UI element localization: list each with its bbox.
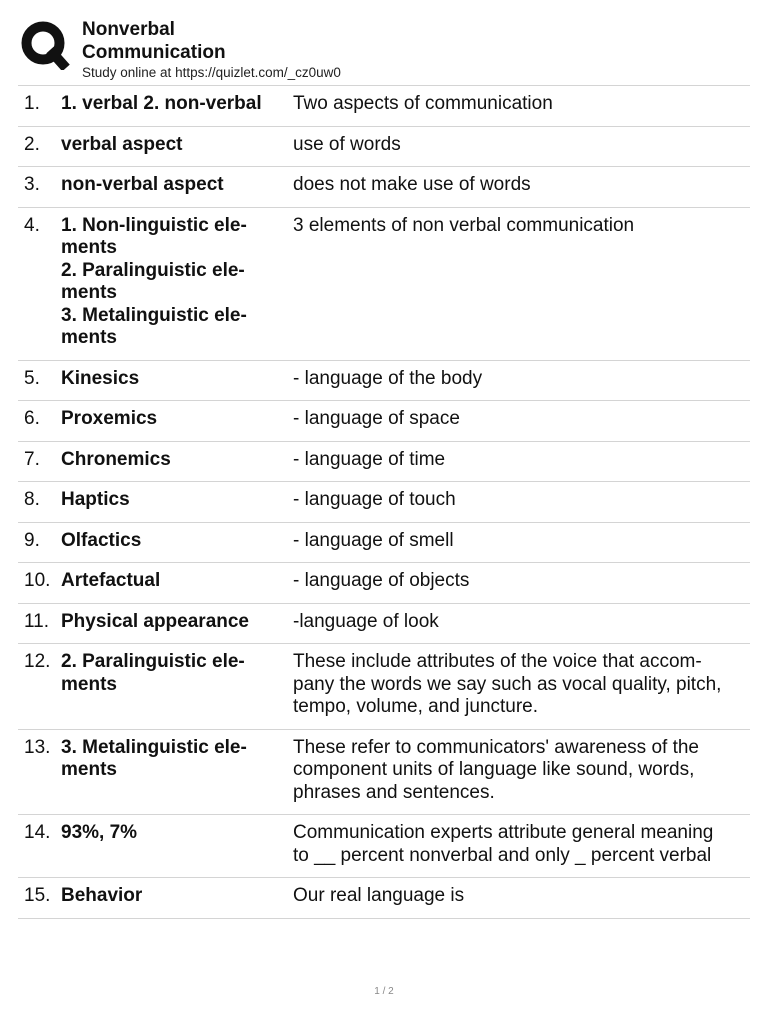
definition-line: - language of space <box>293 408 460 429</box>
term-line: Chronemics <box>61 448 171 470</box>
title-block <box>82 18 341 82</box>
term-line: ments <box>61 282 117 303</box>
card-term <box>61 134 293 157</box>
card-number: 11. <box>24 610 50 632</box>
term-line: 3. Metalinguistic ele- <box>61 304 247 326</box>
flashcard-row <box>18 86 750 127</box>
card-number: 2. <box>24 133 40 155</box>
card-number: 9. <box>24 529 40 551</box>
card-number: 3. <box>24 174 40 195</box>
definition-line: These refer to communicators' awareness of the <box>293 736 699 758</box>
document-title-line-1: Nonverbal <box>82 19 175 40</box>
card-term <box>61 93 293 116</box>
card-term <box>61 368 293 391</box>
term-line: 1. Non-linguistic ele- <box>61 214 247 236</box>
definition-line: - language of time <box>293 448 446 470</box>
card-definition <box>293 570 750 593</box>
study-online-link[interactable]: Study online at https://quizlet.com/_cz0uw0 <box>82 65 341 80</box>
flashcard-row <box>18 815 750 878</box>
card-definition <box>293 174 750 197</box>
card-term <box>61 174 293 197</box>
flashcard-list <box>18 85 750 919</box>
card-term <box>61 215 293 350</box>
card-definition <box>293 885 750 908</box>
term-line: Artefactual <box>61 570 161 591</box>
card-definition <box>293 134 750 157</box>
term-line: ments <box>61 237 117 258</box>
term-line: ments <box>61 327 117 348</box>
definition-line: Communication experts attribute general meaning <box>293 822 714 843</box>
card-definition <box>293 530 750 553</box>
definition-line: tempo, volume, and juncture. <box>293 696 539 717</box>
definition-line: Our real language is <box>293 885 465 906</box>
flashcard-row <box>18 361 750 402</box>
definition-line: does not make use of words <box>293 174 531 195</box>
card-term <box>61 489 293 512</box>
definition-line: - language of objects <box>293 570 470 591</box>
definition-line: - language of smell <box>293 529 454 551</box>
card-term <box>61 530 293 553</box>
page-indicator: 1 / 2 <box>374 986 394 997</box>
flashcard-row <box>18 563 750 604</box>
term-line: non-verbal aspect <box>61 174 224 195</box>
term-line: verbal aspect <box>61 133 183 155</box>
flashcard-row <box>18 730 750 816</box>
flashcard-row <box>18 523 750 564</box>
card-term <box>61 651 293 719</box>
document-title-line-2: Communication <box>82 42 226 63</box>
term-line: Kinesics <box>61 367 140 389</box>
definition-line: These include attributes of the voice that accom- <box>293 651 702 672</box>
card-number: 14. <box>24 822 51 843</box>
flashcard-row <box>18 878 750 919</box>
card-definition <box>293 408 750 431</box>
card-definition <box>293 737 750 805</box>
card-number: 5. <box>24 367 40 389</box>
flashcard-row <box>18 604 750 645</box>
definition-line: pany the words we say such as vocal quality, pitch, <box>293 673 722 695</box>
term-line: Physical appearance <box>61 610 249 632</box>
quizlet-q-logo-icon <box>20 20 70 70</box>
card-number: 1. <box>24 93 40 114</box>
flashcard-row <box>18 644 750 730</box>
flashcard-row <box>18 167 750 208</box>
card-term <box>61 408 293 431</box>
card-definition <box>293 611 750 634</box>
term-line: 93%, 7% <box>61 822 138 843</box>
definition-line: component units of language like sound, words, <box>293 759 695 780</box>
term-line: 2. Paralinguistic ele- <box>61 259 245 281</box>
term-line: 2. Paralinguistic ele- <box>61 651 245 672</box>
card-number: 15. <box>24 885 51 906</box>
card-number: 10. <box>24 570 51 591</box>
definition-line: Two aspects of communication <box>293 93 553 114</box>
card-term <box>61 885 293 908</box>
card-number: 6. <box>24 408 40 429</box>
definition-line: -language of look <box>293 610 439 632</box>
card-term <box>61 737 293 805</box>
card-definition <box>293 651 750 719</box>
card-term <box>61 570 293 593</box>
card-definition <box>293 368 750 391</box>
definition-line: to __ percent nonverbal and only _ percent verbal <box>293 844 712 866</box>
card-number: 4. <box>24 214 40 236</box>
card-number: 8. <box>24 489 40 510</box>
term-line: Olfactics <box>61 529 142 551</box>
card-number: 13. <box>24 736 51 758</box>
flashcard-row <box>18 442 750 483</box>
definition-line: - language of the body <box>293 367 483 389</box>
term-line: Proxemics <box>61 408 158 429</box>
card-definition <box>293 449 750 472</box>
term-line: 1. verbal 2. non-verbal <box>61 93 262 114</box>
flashcard-row <box>18 208 750 361</box>
page-header <box>20 18 750 82</box>
flashcard-row <box>18 127 750 168</box>
term-line: Behavior <box>61 885 143 906</box>
card-term <box>61 611 293 634</box>
definition-line: use of words <box>293 133 401 155</box>
term-line: 3. Metalinguistic ele- <box>61 736 247 758</box>
definition-line: 3 elements of non verbal communication <box>293 214 635 236</box>
card-definition <box>293 215 750 350</box>
term-line: ments <box>61 673 117 695</box>
flashcard-row <box>18 401 750 442</box>
card-definition <box>293 822 750 867</box>
definition-line: phrases and sentences. <box>293 781 495 803</box>
card-term <box>61 449 293 472</box>
term-line: ments <box>61 759 117 780</box>
card-definition <box>293 489 750 512</box>
card-number: 7. <box>24 448 40 470</box>
definition-line: - language of touch <box>293 489 456 510</box>
card-term <box>61 822 293 867</box>
card-definition <box>293 93 750 116</box>
card-number: 12. <box>24 651 51 672</box>
term-line: Haptics <box>61 489 130 510</box>
flashcard-row <box>18 482 750 523</box>
